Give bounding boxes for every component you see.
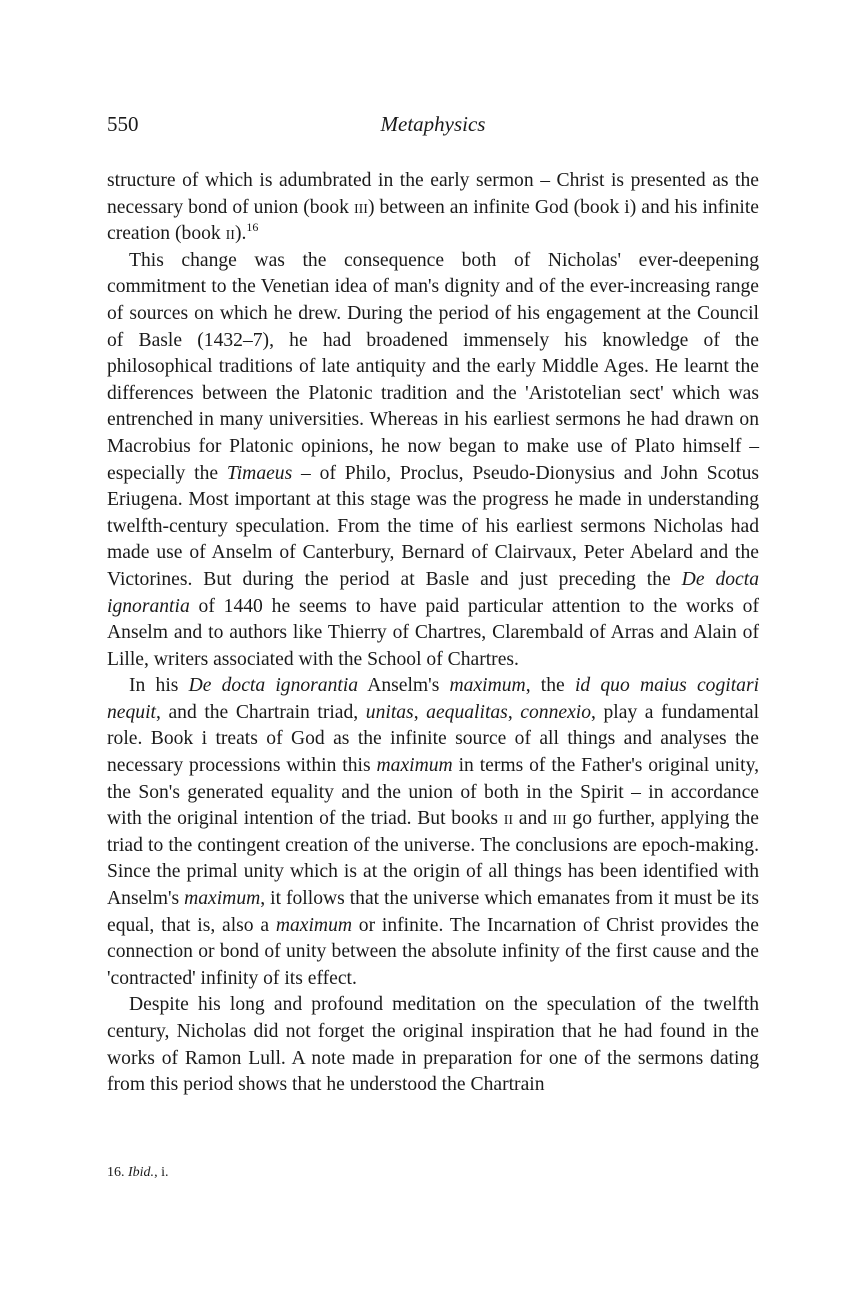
italic-text: De docta ignorantia — [107, 568, 759, 617]
text-run: structure of which is adumbrated in the early sermon – Christ is presented as the necessary bond of union (book — [107, 170, 759, 218]
page-header — [107, 112, 759, 142]
text-run: – of Philo, Proclus, Pseudo-Dionysius and John Scotus Eriugena. Most important at this stage was the progress he made in understanding twelfth-century speculation. From the time of his earliest sermons Nicholas had made use of Anselm of Canterbury, Bernard of Clairvaux, Peter Abelard and the Victorines. But during the period at Basle and just preceding the — [107, 462, 759, 590]
page-number: 550 — [107, 112, 139, 136]
paragraph — [107, 992, 759, 1098]
text-run: , it follows that the universe which emanates from it must be its equal, that is, also a — [107, 888, 759, 936]
text-run: This change was the consequence both of Nicholas' ever-deepening commitment to the Venetian idea of man's dignity and of the ever-increasing range of sources on which he drew. During the period of his engagement at the Council of Basle (1432–7), he had broadened immensely his knowledge of the philosophical traditions of late antiquity and the early Middle Ages. He learnt the differences between the Platonic tradition and the 'Aristotelian sect' which was entrenched in many universities. Whereas in his earliest sermons he had drawn on Macrobius for Platonic opinions, he now began to make use of Plato himself – especially the — [107, 249, 759, 484]
text-run: , and the Chartrain triad, — [155, 701, 366, 723]
text-run: ) and his infinite creation (book — [107, 196, 760, 245]
italic-text: maximum — [275, 914, 353, 936]
roman-numeral: iii — [552, 808, 567, 830]
text-run: go further, applying the triad to the contingent creation of the universe. The conclusions are epoch-making. Since the primal unity which is at the origin of all things has been identified with Anselm's — [107, 808, 759, 910]
text-run: , play a fundamental role. Book — [107, 701, 760, 750]
text-run: In his — [129, 675, 189, 697]
roman-numeral: iii — [353, 196, 368, 218]
text-run: ) between an infinite God (book — [367, 196, 625, 218]
body-text — [107, 168, 759, 1099]
text-run: or infinite. The Incarnation of Christ provides the connection or bond of unity between the absolute infinity of the first cause and the 'contracted' infinity of its effect. — [107, 914, 759, 989]
italic-text: unitas — [365, 701, 414, 723]
paragraph — [107, 673, 759, 992]
italic-text: id quo maius cogitari nequit — [107, 675, 760, 723]
text-run: of 1440 he seems to have paid particular attention to the works of Anselm and to authors like Thierry of Chartres, Clarembald of Arras and Alain of Lille, writers associated with the School of Chartres. — [107, 595, 759, 670]
italic-text: connexio — [520, 701, 592, 723]
running-title: Metaphysics — [380, 112, 486, 136]
text-run: , — [413, 701, 427, 723]
text-run: treats of God as the infinite source of all things and analyses the necessary processions within this — [107, 728, 760, 777]
roman-numeral: ii — [225, 223, 235, 245]
footnote-reference: 16 — [246, 220, 259, 235]
footnote-ibid: Ibid. — [128, 1165, 155, 1180]
italic-text: maximum — [449, 675, 526, 697]
italic-text: De docta ignorantia — [188, 675, 359, 697]
italic-text: maximum — [184, 888, 261, 910]
paragraph — [107, 248, 759, 674]
italic-text: aequalitas — [426, 701, 508, 723]
footnote — [107, 1163, 759, 1183]
paragraph — [107, 168, 759, 248]
footnote-suffix: , i. — [154, 1165, 169, 1180]
text-run: i — [624, 196, 630, 218]
text-run: in terms of the Father's original unity, the Son's generated equality and the union of both in the Spirit – in accordance with the original intention of the triad. But books — [107, 755, 759, 830]
text-run: i — [201, 728, 208, 750]
text-run: ). — [234, 223, 247, 245]
text-run: Despite his long and profound meditation on the speculation of the twelfth century, Nicholas did not forget the original inspiration that he had found in the works of Ramon Lull. A note made in preparation for one of the sermons dating from this period shows that he understood the Chartrain — [107, 994, 759, 1096]
text-run: , the — [525, 675, 575, 697]
roman-numeral: ii — [503, 808, 514, 830]
text-run: and — [513, 808, 553, 830]
italic-text: Timaeus — [226, 462, 293, 484]
italic-text: maximum — [376, 755, 453, 777]
footnote-number: 16. — [107, 1165, 125, 1180]
text-run: , — [507, 701, 521, 723]
text-run: Anselm's — [358, 675, 450, 697]
